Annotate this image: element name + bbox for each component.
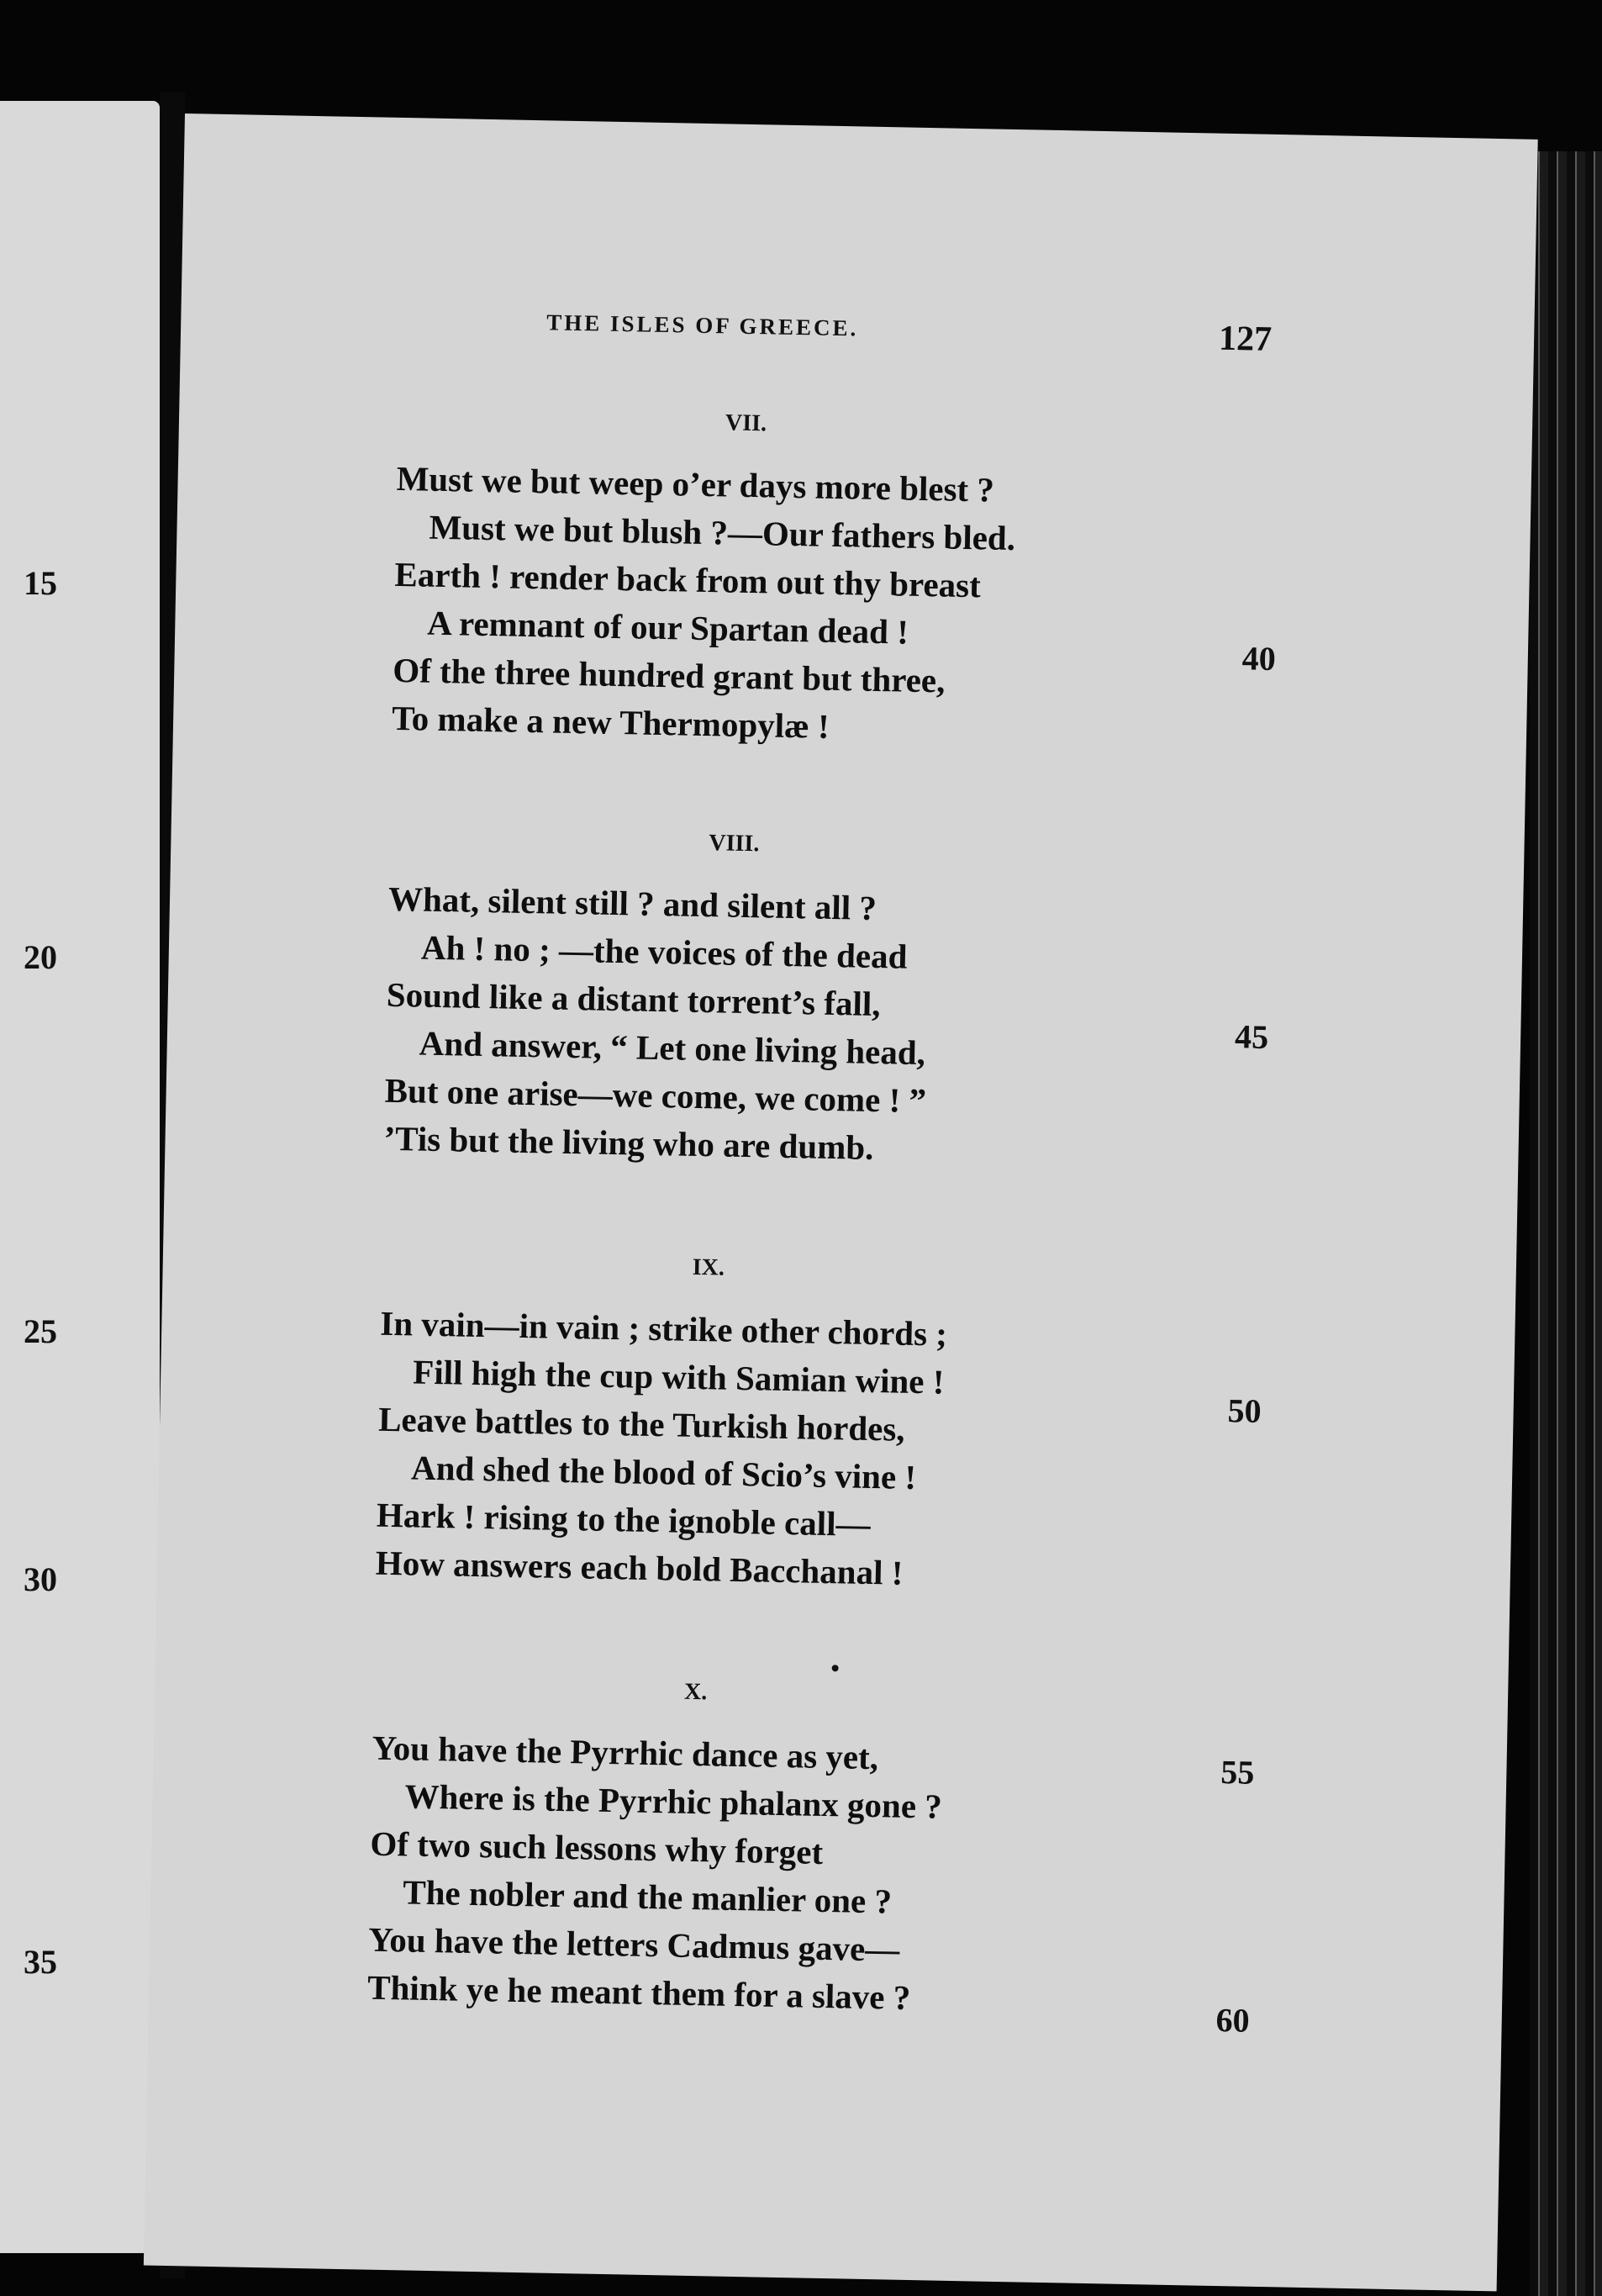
poem-line: And shed the blood of Scio’s vine ! bbox=[410, 1448, 917, 1496]
running-head: THE ISLES OF GREECE. bbox=[546, 309, 859, 341]
line-number-15: 15 bbox=[24, 564, 57, 602]
stanza-numeral: IX. bbox=[692, 1254, 725, 1281]
line-number-45: 45 bbox=[1234, 1017, 1269, 1056]
poem-line: Earth ! render back from out thy breast bbox=[394, 554, 982, 605]
page-edges bbox=[1530, 151, 1602, 2296]
book-page bbox=[144, 113, 1538, 2291]
poem-line: Think ye he meant them for a slave ? bbox=[366, 1967, 911, 2017]
poem-line: The nobler and the manlier one ? bbox=[402, 1872, 893, 1921]
poem-line: Must we but weep o’er days more blest ? bbox=[396, 458, 995, 509]
poem-line: Must we but blush ?—Our fathers bled. bbox=[429, 507, 1016, 558]
poem-line: Hark ! rising to the ignoble call— bbox=[376, 1495, 872, 1544]
stanza-numeral: VIII. bbox=[709, 830, 760, 858]
poem-line: A remnant of our Spartan dead ! bbox=[426, 603, 909, 652]
line-number-30: 30 bbox=[24, 1560, 57, 1598]
poem-line: Leave battles to the Turkish hordes, bbox=[377, 1399, 906, 1449]
line-number-25: 25 bbox=[24, 1312, 57, 1350]
poem-line: You have the Pyrrhic dance as yet, bbox=[372, 1728, 879, 1777]
poem-line: To make a new Thermopylæ ! bbox=[391, 698, 830, 746]
poem-line: How answers each bold Bacchanal ! bbox=[375, 1543, 904, 1592]
poem-line: Ah ! no ; —the voices of the dead bbox=[420, 927, 908, 976]
poem-line: What, silent still ? and silent all ? bbox=[387, 879, 877, 927]
stanza-numeral: VII. bbox=[725, 409, 767, 437]
poem-line: Of two such lessons why forget bbox=[370, 1824, 824, 1871]
poem-line: Fill high the cup with Samian wine ! bbox=[412, 1352, 945, 1401]
line-number-50: 50 bbox=[1227, 1391, 1262, 1430]
poem-line: And answer, “ Let one living head, bbox=[419, 1023, 926, 1073]
poem-line: Sound like a distant torrent’s fall, bbox=[386, 974, 881, 1024]
line-number-40: 40 bbox=[1241, 639, 1277, 678]
line-number-60: 60 bbox=[1215, 2000, 1251, 2040]
page-number: 127 bbox=[1218, 319, 1273, 359]
poem-line: Of the three hundred grant but three, bbox=[392, 650, 946, 700]
line-number-20: 20 bbox=[24, 938, 57, 976]
line-number-35: 35 bbox=[24, 1943, 57, 1981]
stanza-numeral: X. bbox=[683, 1678, 708, 1706]
poem-line: Where is the Pyrrhic phalanx gone ? bbox=[404, 1776, 943, 1826]
poem-line: In vain—in vain ; strike other chords ; bbox=[379, 1303, 948, 1354]
poem-line: You have the letters Cadmus gave— bbox=[367, 1919, 900, 1969]
poem-line: But one arise—we come, we come ! ” bbox=[384, 1070, 927, 1121]
ink-speck bbox=[832, 1665, 839, 1671]
line-number-55: 55 bbox=[1220, 1753, 1255, 1792]
facing-page-fragment bbox=[0, 101, 160, 2253]
poem-line: ’Tis but the living who are dumb. bbox=[383, 1118, 874, 1167]
